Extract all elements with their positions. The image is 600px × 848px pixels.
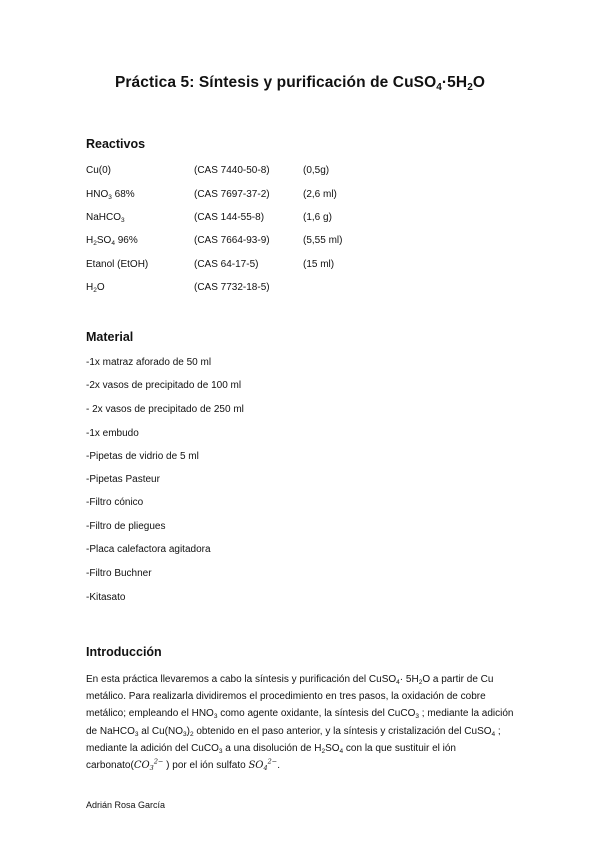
material-item: - 2x vasos de precipitado de 250 ml	[86, 404, 244, 415]
introduccion-heading: Introducción	[86, 645, 162, 659]
reactivo-cas: (CAS 144-55-8)	[194, 212, 265, 223]
reactivo-name: $H_2O$	[86, 282, 105, 294]
reactivo-name: NaHCO$_3$	[86, 212, 125, 224]
reactivos-heading: Reactivos	[86, 137, 146, 151]
reactivo-amount: (5,55 ml)	[303, 235, 343, 246]
material-item: -Placa calefactora agitadora	[86, 544, 211, 555]
introduccion-paragraph: En esta práctica llevaremos a cabo la síntesis y purificación del CuSO$_4$· $5H_2O$ a partir de Cu metálico. Para realizarla dividiremos el procedimiento en tres pasos, la oxidación de cobre metálico; empleando el $HNO_3$ como agente oxidante, la síntesis del CuCO$_3$ ; mediante la adición de NaHCO$_3$ al $Cu(NO_3)_2$ obtenido en el paso anterior, y la síntesis y cristalización del CuSO$_4$ ; mediante la adición del CuCO$_3$ a una disolución de $H_2SO_4$ con la que sustituir el ión $carbonato(CO_3^{2-}$ ) por el ión sulfato $SO_4^{2-}$.	[86, 674, 514, 773]
reactivo-amount: (2,6 ml)	[303, 189, 337, 200]
reactivo-name: Etanol (EtOH)	[86, 259, 149, 270]
material-heading: Material	[86, 330, 134, 344]
material-item: -Pipetas de vidrio de 5 ml	[86, 451, 199, 462]
reactivo-cas: (CAS 7664-93-9)	[194, 235, 270, 246]
reactivo-cas: (CAS 7697-37-2)	[194, 189, 270, 200]
page-title: Práctica 5: Síntesis y purificación de $CuSO_4\cdot 5H_2O$	[114, 74, 486, 93]
material-item: -Kitasato	[86, 592, 126, 603]
reactivo-amount: (0,5g)	[303, 165, 330, 176]
reactivo-name: $H_2SO_4$ 96%	[86, 235, 138, 247]
material-item: -Filtro de pliegues	[86, 521, 166, 532]
reactivo-name: $HNO_3$ 68%	[86, 189, 135, 201]
reactivo-cas: (CAS 7440-50-8)	[194, 165, 270, 176]
material-item: -Filtro cónico	[86, 497, 144, 508]
footer-author: Adrián Rosa García	[86, 800, 166, 810]
reactivo-amount: (15 ml)	[303, 259, 335, 270]
material-item: -2x vasos de precipitado de 100 ml	[86, 380, 242, 391]
material-item: -Filtro Buchner	[86, 568, 152, 579]
material-item: -1x embudo	[86, 428, 139, 439]
reactivo-cas: (CAS 64-17-5)	[194, 259, 259, 270]
sulfate-ion-formula: $SO_4^{2-}$	[248, 757, 278, 773]
reactivo-name: Cu(0)	[86, 165, 112, 176]
reactivo-amount: (1,6 g)	[303, 212, 332, 223]
carbonate-ion-formula: $CO_3^{2-}$	[133, 757, 164, 773]
material-item: -Pipetas Pasteur	[86, 474, 160, 485]
reactivo-cas: (CAS 7732-18-5)	[194, 282, 270, 293]
material-item: -1x matraz aforado de 50 ml	[86, 357, 212, 368]
